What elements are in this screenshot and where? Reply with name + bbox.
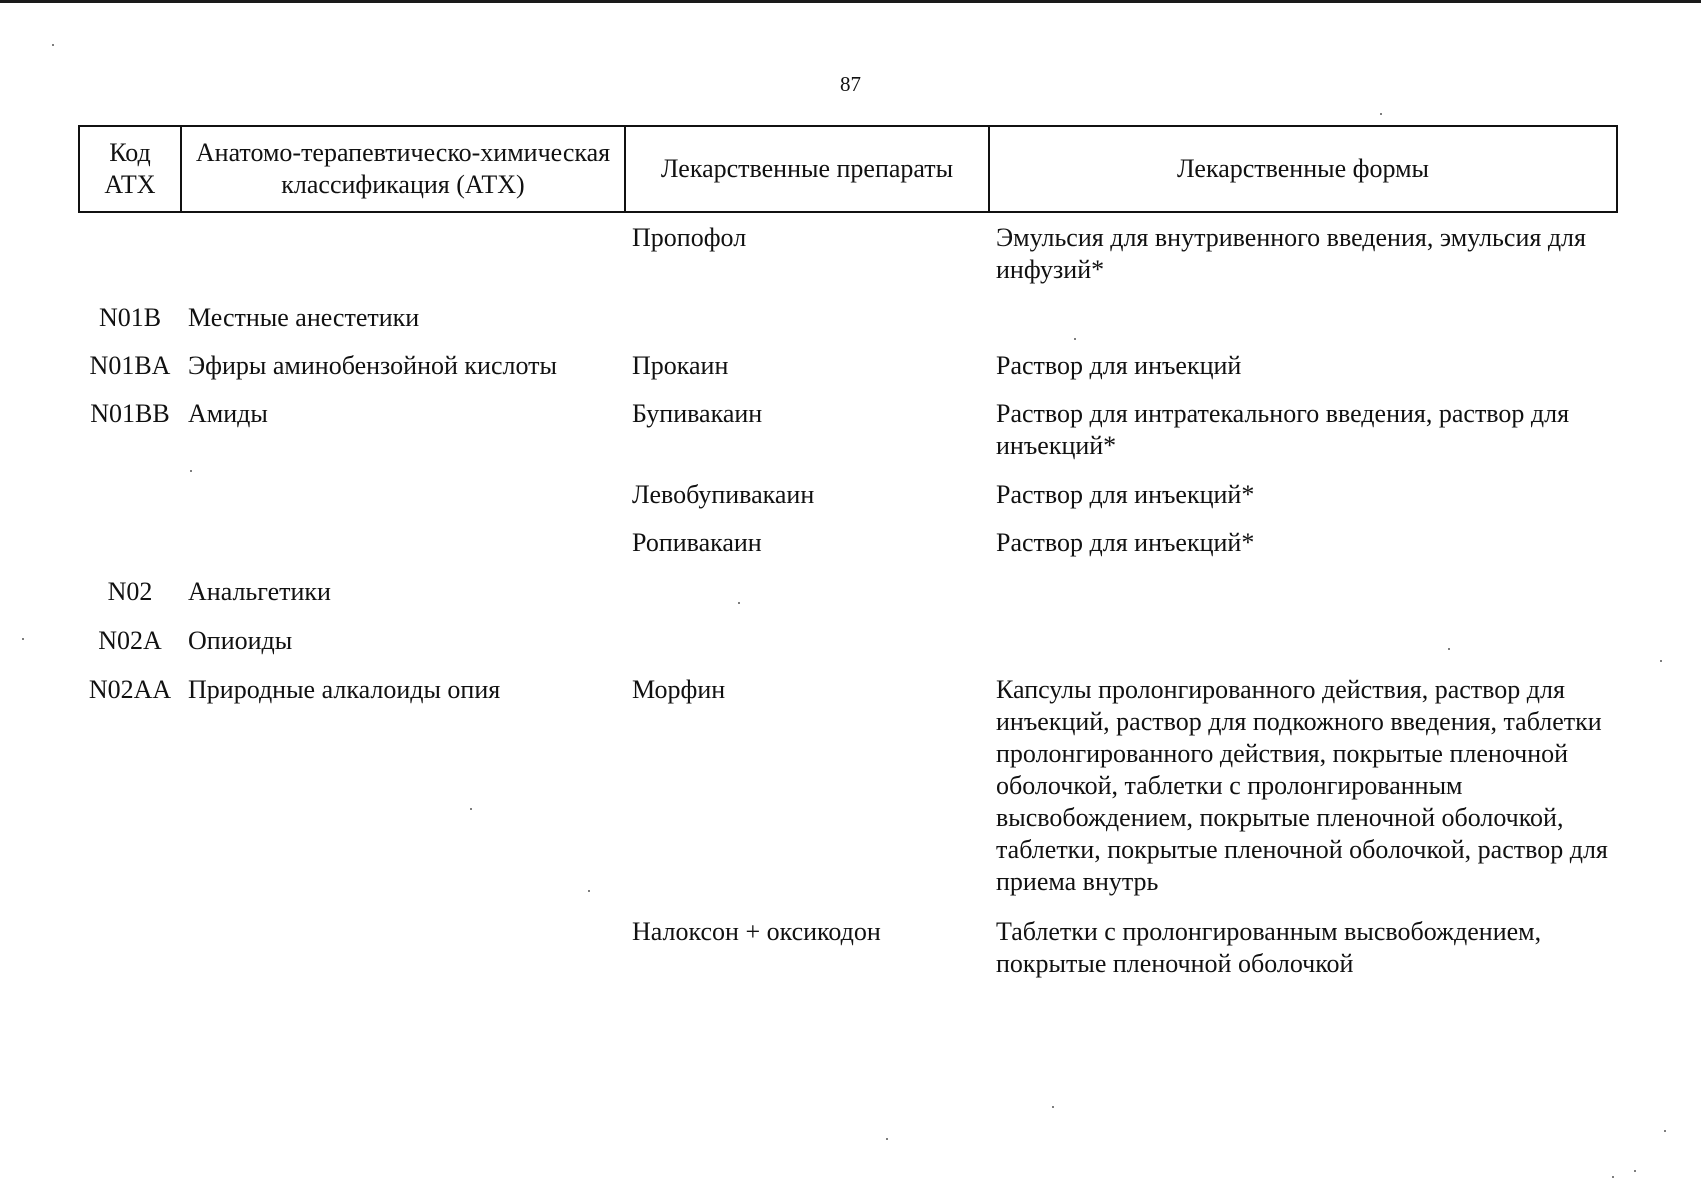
scan-speck — [1634, 1170, 1636, 1172]
table-body — [78, 222, 1618, 996]
cell-form: Капсулы пролонгированного действия, раствор для инъекций, раствор для подкожного введения, таблетки пролонгированного действия, покрытые пленочной оболочкой, таблетки с пролонгированным высвобождением, покрытые пленочной оболочкой, таблетки, покрытые пленочной оболочкой, раствор для приема внутрь — [996, 675, 1608, 896]
cell-drug: Левобупивакаин — [632, 480, 815, 509]
header-classification: Анатомо-терапевтическо-химическая классификация (АТХ) — [182, 127, 626, 211]
cell-form: Раствор для инъекций* — [996, 528, 1255, 557]
cell-form — [988, 576, 1618, 625]
cell-form — [988, 302, 1618, 350]
scan-top-edge — [0, 0, 1701, 3]
header-drugs: Лекарственные препараты — [626, 127, 990, 211]
table-row — [78, 479, 1618, 527]
table-row — [78, 302, 1618, 350]
cell-drug: Налоксон + оксикодон — [632, 917, 881, 946]
scan-speck — [470, 808, 472, 810]
table-header — [78, 125, 1618, 213]
scan-speck — [886, 1138, 888, 1140]
cell-code: N02 — [107, 577, 153, 606]
cell-classification: Опиоиды — [188, 626, 293, 655]
cell-code — [78, 916, 180, 996]
table-row — [78, 916, 1618, 996]
cell-drug: Прокаин — [632, 351, 729, 380]
cell-drug — [624, 302, 988, 350]
cell-classification: Амиды — [188, 399, 268, 428]
cell-drug: Бупивакаин — [632, 399, 763, 428]
scan-speck — [1074, 338, 1076, 340]
cell-code: N01BA — [89, 351, 171, 380]
cell-classification — [180, 479, 624, 527]
cell-classification — [180, 527, 624, 576]
table-row — [78, 398, 1618, 479]
cell-classification — [180, 222, 624, 302]
header-forms: Лекарственные формы — [1176, 154, 1430, 183]
scan-speck — [1612, 1176, 1614, 1178]
scan-speck — [588, 890, 590, 892]
table-row — [78, 350, 1618, 398]
cell-code: N01BB — [90, 399, 170, 428]
scan-speck — [52, 44, 54, 46]
cell-drug: Морфин — [632, 675, 726, 704]
scan-speck — [1664, 1130, 1666, 1132]
cell-code: N02A — [98, 626, 162, 655]
table-row — [78, 625, 1618, 674]
scan-speck — [1660, 660, 1662, 662]
cell-code — [78, 527, 180, 576]
scan-speck — [1052, 1106, 1054, 1108]
cell-classification: Природные алкалоиды опия — [188, 675, 501, 704]
cell-classification: Местные анестетики — [188, 303, 420, 332]
scan-speck — [1448, 648, 1450, 650]
table-row — [78, 674, 1618, 916]
cell-drug: Пропофол — [632, 223, 747, 252]
table-row — [78, 576, 1618, 625]
cell-form: Раствор для инъекций — [996, 351, 1242, 380]
scan-speck — [22, 638, 24, 640]
cell-classification: Эфиры аминобензойной кислоты — [188, 351, 557, 380]
cell-form: Раствор для инъекций* — [996, 480, 1255, 509]
cell-code — [78, 479, 180, 527]
cell-drug — [624, 576, 988, 625]
page-number: 87 — [840, 72, 861, 96]
table-row — [78, 527, 1618, 576]
scan-speck — [1380, 113, 1382, 115]
cell-form: Раствор для интратекального введения, раствор для инъекций* — [996, 399, 1570, 460]
cell-code — [78, 222, 180, 302]
cell-code: N01B — [98, 303, 162, 332]
table-row — [78, 222, 1618, 302]
cell-form: Эмульсия для внутривенного введения, эмульсия для инфузий* — [996, 223, 1586, 284]
cell-form — [988, 625, 1618, 674]
header-code: Код АТХ — [80, 127, 182, 211]
cell-code: N02AA — [88, 675, 172, 704]
cell-drug — [624, 625, 988, 674]
cell-classification — [180, 916, 624, 996]
cell-classification: Анальгетики — [188, 577, 331, 606]
cell-form: Таблетки с пролонгированным высвобождением, покрытые пленочной оболочкой — [996, 917, 1542, 978]
cell-drug: Ропивакаин — [632, 528, 762, 557]
scan-speck — [190, 470, 192, 472]
scan-speck — [738, 602, 740, 604]
